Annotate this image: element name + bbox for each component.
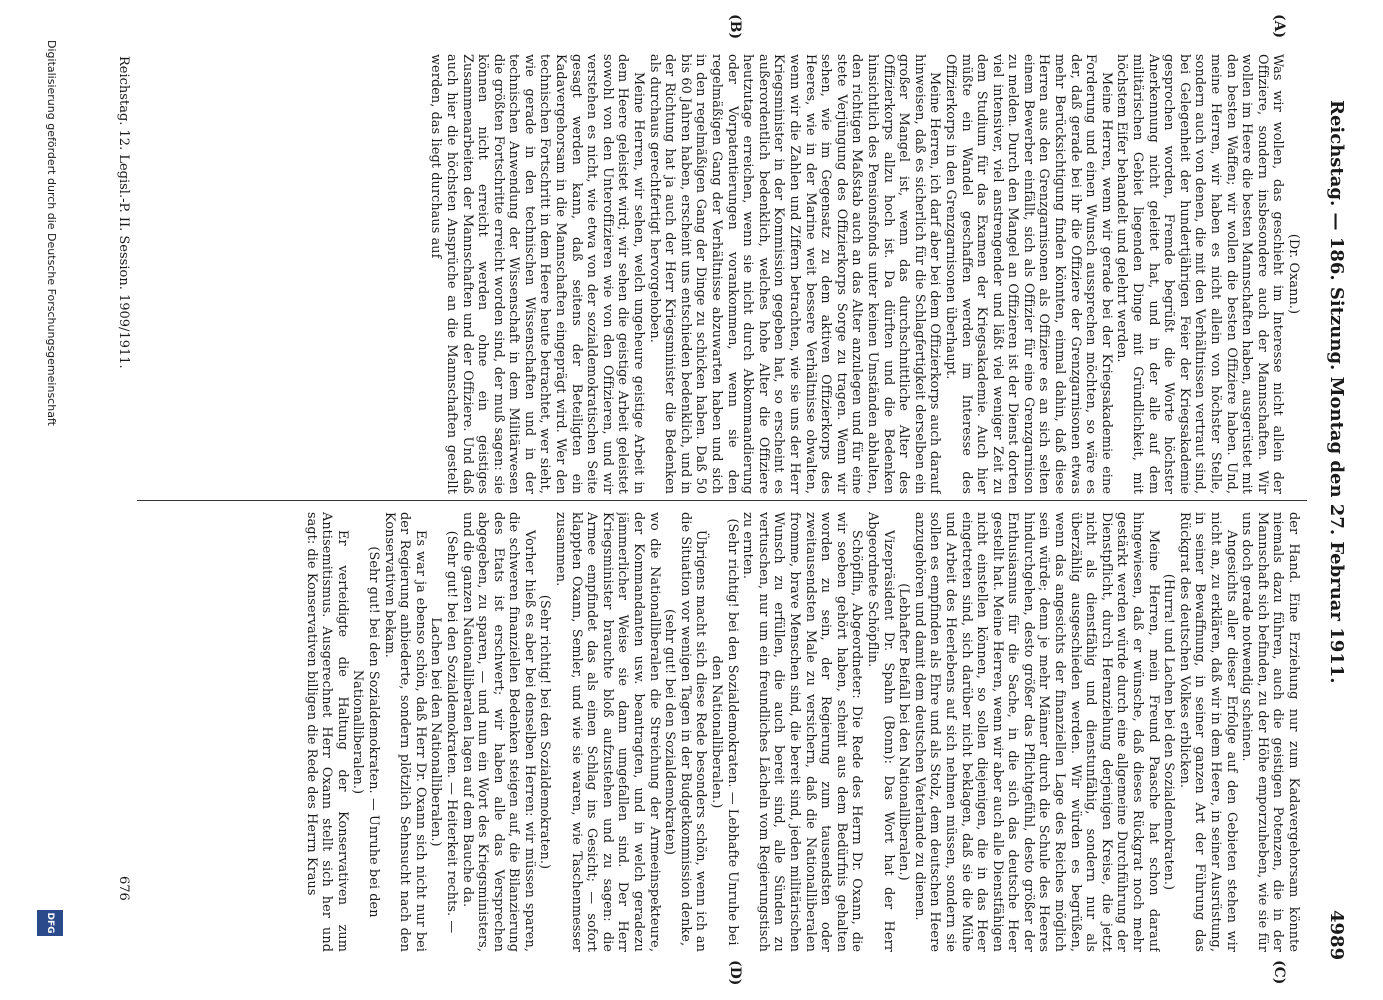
- interjection: (Lebhafter Beifall bei den Nationalliberalen.): [896, 583, 912, 881]
- paragraph: Übrigens macht sich diese Rede besonders schön, wenn ich an die Situation vor wenigen Tagen in der Budgetkommission denke,: [677, 512, 709, 952]
- paragraph: Meine Herren, wenn wir gerade bei der Kriegsakademie eine Forderung und einen Wunsch aussprechen möchten, so wäre es der, daß gerade bei ihr die Offiziere der Grenzgarnisonen etwas mehr Berücksichtigung finden könnten, einmal dahin, daß diese Herren aus den Grenzgarnisonen als Offiziere es an sich selten einem Bewerber einfällt, sich als Offizier für eine Grenzgarnison zu melden. Durch den Mangel an Offizieren ist der Dienst dorten viel intensiver, viel anstrengender und läßt viel weniger Zeit zu dem Studium für das Examen der Kriegsakademie. Auch hier müßte ein Wandel geschaffen werden im Interesse des Offizierkorps in den Grenzgarnisonen überhaupt.: [942, 54, 1114, 494]
- interjection: (Sehr richtig! bei den Sozialdemokraten.): [537, 594, 553, 870]
- paragraph: Vorher hieß es aber bei denselben Herren: wir müssen sparen, die schweren finanziellen Bedenken steigen auf, die Bilanzierung des Etats ist erschwert; wir haben alle das Versprechen abgegeben, zu sparen, — und nun ein Wort des Kriegsministers, und die ganzen Nationalliberalen lagen auf dem Bauche da.: [459, 512, 537, 952]
- running-head: Reichstag. — 186. Sitzung. Montag den 27. Februar 1911.: [1326, 100, 1347, 684]
- interjection: (Sehr gut! bei den Sozialdemokraten. — Heiterkeit rechts. — Lachen bei den Nationalliberalen.): [428, 530, 459, 934]
- left-column: [141, 54, 1301, 494]
- margin-mark-b: (B): [727, 14, 743, 40]
- paragraph: Meine Herren, mein Freund Paasche hat schon darauf hingewiesen, daß er wünsche, daß dieses Rückgrat noch mehr gestärkt werden würde durch eine allgemeine Durchführung der Dienstpflicht, durch Heranziehung derjenigen Kreise, die jetzt nicht als dienstfähig und dienstunfähig, sondern nur als überzählig ausgeschieden werden. Wir würden es begrüßen, wenn das angesichts der finanziellen Lage des Reiches möglich sein würde; denn je mehr Männer durch die Schule des Heeres hindurchgehen, desto größer das Pflichtgefühl, desto größer der Enthusiasmus für die Sache, in die sich das deutsche Heer gestellt hat. Meine Herren, wenn wir aber auch alle Dienstfähigen nicht einstellen können, so sollen diejenigen, die in das Heer eingetreten sind, sich darüber nicht beklagen, daß sie die Mühe und Arbeit des Heerlebens auf sich nehmen müssen, sondern sie sollen es empfinden als Ehre und als Stolz, dem deutschen Heere anzugehören und damit dem deutschen Vaterlande zu dienen.: [911, 512, 1161, 952]
- margin-mark-c: (C): [1271, 960, 1287, 985]
- page-footer: [109, 56, 131, 956]
- paragraph: Schöpflin, Abgeordneter: Die Rede des Herrn Dr. Oxann, die wir soeben gehört haben, scheint aus dem Bedürfnis gehalten worden zu sein, der Regierung zum tausendsten oder zweitausendsten Male zu versichern, daß die Nationalliberalen fromme, brave Menschen sind, die bereit sind, jeden militärischen Wunsch zu erfüllen, die auch bereit sind, alle Sünden zu vertuschen, nur um ein freundliches Lächeln vom Regierungstisch zu ernten.: [740, 512, 865, 952]
- paragraph: Angesichts aller dieser Erfolge auf den Gebieten stehen wir nicht an, zu erklären, daß wir in dem Heere, in seiner Ausrüstung, in seiner Bewaffnung, in seiner ganzen Art der Führung das Rückgrat des deutschen Volkes erblicken.: [1176, 512, 1239, 952]
- interjection: (Sehr gut! bei den Sozialdemokraten. — Unruhe bei den Nationalliberalen.): [350, 546, 381, 918]
- page-header: [1313, 40, 1353, 960]
- paragraph: Was wir wollen, das geschieht im Interesse nicht allein der Offiziere, sondern insbesondere auch der Mannschaften. Wir wollen im Heere die besten Mannschaften haben, ausgerüstet mit den besten Waffen; wir wollen die besten Offiziere haben. Und, meine Herren, wir haben es nicht allein von höchster Stelle, sondern auch von denen, die mit den Verhältnissen vertraut sind, bei Gelegenheit der hundertjährigen Feier der Kriegsakademie gesprochen worden, Fremde begrüßt die Worte höchster Anerkennung nicht geleitet hat, und in der alle auf dem militärischen Gebiet liegenden Dinge mit Gründlichkeit, mit höchstem Eifer behandelt und gelehrt werden.: [1114, 54, 1286, 494]
- paragraph: der Hand. Eine Erziehung nur zum Kadavergehorsam könnte niemals dazu führen, auch die geistigen Potenzen, die in der Mannschaft sich befinden, zu der Höhe emporzuheben, wie sie für uns doch gerade notwendig scheinen.: [1239, 512, 1301, 952]
- dfg-logo: DFG: [37, 910, 63, 936]
- interjection: (Sehr richtig! bei den Sozialdemokraten. — Lebhafte Unruhe bei den Nationalliberalen.): [709, 518, 740, 946]
- speaker-line: Vizepräsident Dr. Spahn (Bonn): Das Wort hat der Herr Abgeordnete Schöpflin.: [864, 512, 896, 952]
- paragraph: Er verteidigte die Haltung der Konservativen zum Antisemitismus. Ausgerechnet Herr Oxann stellt sich her und sagt: die Konservativen billigen die Rede des Herrn Kraus: [303, 512, 350, 952]
- footer-page-number: 676: [116, 876, 131, 901]
- interjection: (sehr gut! bei den Sozialdemokraten): [662, 608, 678, 856]
- paragraph: Meine Herren, wir sehen, welch ungeheure geistige Arbeit in dem Heere geleistet wird; wir sehen die geistige Arbeit geleistet sowohl von den Unteroffizieren wie von den Offizieren, und wir verstehen es nicht, wie etwa von der sozialdemokratischen Seite gesagt werden kann, daß seitens der Beteiligten ein Kadavergehorsam in die Mannschaften eingeprägt wird. Wer den technischen Fortschritt in dem Heere heute betrachtet, wer sieht, wie gerade in den technischen Wissenschaften und in der technischen Anwendung der Wissenschaft in dem Militärwesen die größten Fortschritte erreicht worden sind, der muß sagen: sie können nicht erreicht werden ohne ein geistiges Zusammenarbeiten der Mannschaften und der Offiziere. Und daß auch hier die höchsten Ansprüche an die Mannschaften gestellt werden, das liegt durchaus auf: [428, 54, 647, 494]
- paragraph: Meine Herren, ich darf aber bei dem Offizierkorps auch darauf hinweisen, daß es sicherlich für die Schlagfertigkeit derselben ein großer Mangel ist, wenn das durchschnittliche Alter des Offizierkorps allzu hoch ist. Da dürften und die Bedenken hinsichtlich des Pensionsfonds unter keinen Umständen abhalten, den richtigen Maßstab auch an das Alter anzulegen und für eine stete Verjüngung des Offizierkorps Sorge zu tragen. Wenn wir sehen, wie im Gegensatz zu dem aktiven Offizierkorps des Heeres, wie in der Marine weit bessere Verhältnisse obwalten, wenn wir die Zahlen und Ziffern betrachten, wie sie uns der Herr Kriegsminister in der Kommission gegeben hat, so erscheint es außerordentlich bedenklich, welches hohe Alter die Offiziere heutzutage erreichen, wenn sie nicht durch Abkommandierung oder Vorpatentierungen vorankommen, wenn sie den regelmäßigen Gang der Verhältnisse abzuwarten haben und sich in den regelmäßigen Gang der Dinge zu schicken haben. Daß 50 bis 60 Jahren haben, erscheint uns entschieden bedenklich, und in der Richtung hat ja auch der Herr Kriegsminister die Bedenken als durchaus gerechtfertigt hervorgehoben.: [646, 54, 943, 494]
- paragraph: Es war ja ebenso schön, daß Herr Dr. Oxann sich nicht nur bei der Regierung anbiederte, sondern plötzlich Sehnsucht nach den Konservativen bekam.: [381, 512, 428, 952]
- footer-publication: Reichstag. 12. Legisl.-P. II. Session. 1909/1911.: [116, 56, 131, 369]
- interjection: (Hurra! und Lachen bei den Sozialdemokraten.): [1161, 573, 1177, 891]
- margin-mark-a: (A): [1271, 14, 1287, 39]
- speaker-reference: (Dr. Oxann.): [1286, 233, 1301, 315]
- page-number: 4989: [1326, 910, 1347, 961]
- column-divider: [137, 500, 1307, 501]
- right-column: [141, 512, 1301, 952]
- digitization-credit: Digitalisierung gefördert durch die Deutsche Forschungsgemeinschaft: [45, 40, 58, 426]
- margin-mark-d: (D): [727, 960, 743, 986]
- paragraph: wo die Nationalliberalen die Streichung der Armeeinspekteure, der Kommandanten usw. beantragten, und in welch geradezu jämmerlicher Weise sie dann umgefallen sind. Der Herr Kriegsminister brauchte bloß aufzustehen und zu sagen: die Armee empfindet das als einen Schlag ins Gesicht; — sofort klappten Oxann, Semler, und wie sie waren, wie Taschenmesser zusammen.: [553, 512, 662, 952]
